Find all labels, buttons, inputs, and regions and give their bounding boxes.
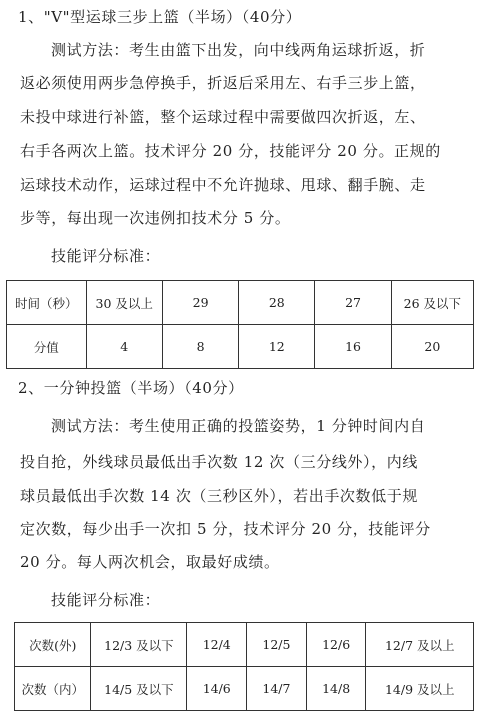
table-cell: 14/7 [247, 667, 307, 711]
table-cell: 14/6 [187, 667, 247, 711]
table-cell: 12 [239, 325, 315, 369]
table-cell: 12/3 及以下 [91, 623, 187, 667]
section-2-standard-label: 技能评分标准： [51, 591, 161, 609]
table-cell: 14/5 及以下 [91, 667, 187, 711]
section-1-method-line: 步等，每出现一次违例扣技术分 5 分。 [20, 209, 291, 227]
section-2-score-table [14, 622, 474, 711]
table-cell: 12/5 [247, 623, 307, 667]
table-cell: 8 [162, 325, 238, 369]
table-cell: 12/7 及以上 [366, 623, 474, 667]
table-cell: 28 [239, 281, 315, 325]
table-row [7, 281, 474, 325]
table-cell: 12/4 [187, 623, 247, 667]
section-2-method-line: 投自抢，外线球员最低出手次数 12 次（三分线外），内线 [20, 453, 418, 471]
section-1-method-line: 未投中球进行补篮，整个运球过程中需要做四次折返，左、 [20, 108, 426, 126]
section-1-method-line: 返必须使用两步急停换手，折返后采用左、右手三步上篮， [20, 74, 426, 92]
table-cell: 14/8 [306, 667, 366, 711]
section-1-method-line: 运球技术动作，运球过程中不允许抛球、甩球、翻手腕、走 [20, 176, 426, 194]
table-cell: 12/6 [306, 623, 366, 667]
section-1-title: 1、"V"型运球三步上篮（半场）（40分） [18, 8, 302, 26]
table-row [15, 667, 474, 711]
table-cell: 30 及以上 [86, 281, 162, 325]
table-cell: 次数（内） [15, 667, 91, 711]
table-cell: 14/9 及以上 [366, 667, 474, 711]
section-2-method-line: 测试方法：考生使用正确的投篮姿势，1 分钟时间内自 [51, 417, 426, 435]
table-cell: 26 及以下 [391, 281, 473, 325]
section-1-score-table [6, 280, 474, 369]
table-row [7, 325, 474, 369]
section-2-method-line: 20 分。每人两次机会，取最好成绩。 [20, 553, 280, 571]
section-2-title: 2、一分钟投篮（半场）（40分） [18, 379, 244, 397]
table-cell: 次数(外) [15, 623, 91, 667]
table-row [15, 623, 474, 667]
section-1-method-line: 测试方法：考生由篮下出发，向中线两角运球折返，折 [51, 41, 426, 59]
table-cell: 16 [315, 325, 391, 369]
table-cell: 27 [315, 281, 391, 325]
table-cell: 分值 [7, 325, 87, 369]
section-1-standard-label: 技能评分标准： [51, 247, 161, 265]
table-cell: 29 [162, 281, 238, 325]
table-cell: 时间（秒） [7, 281, 87, 325]
table-cell: 4 [86, 325, 162, 369]
section-2-method-line: 球员最低出手次数 14 次（三秒区外），若出手次数低于规 [20, 487, 418, 505]
section-2-method-line: 定次数，每少出手一次扣 5 分，技术评分 20 分，技能评分 [20, 520, 431, 538]
section-1-method-line: 右手各两次上篮。技术评分 20 分，技能评分 20 分。正规的 [20, 142, 441, 160]
table-cell: 20 [391, 325, 473, 369]
